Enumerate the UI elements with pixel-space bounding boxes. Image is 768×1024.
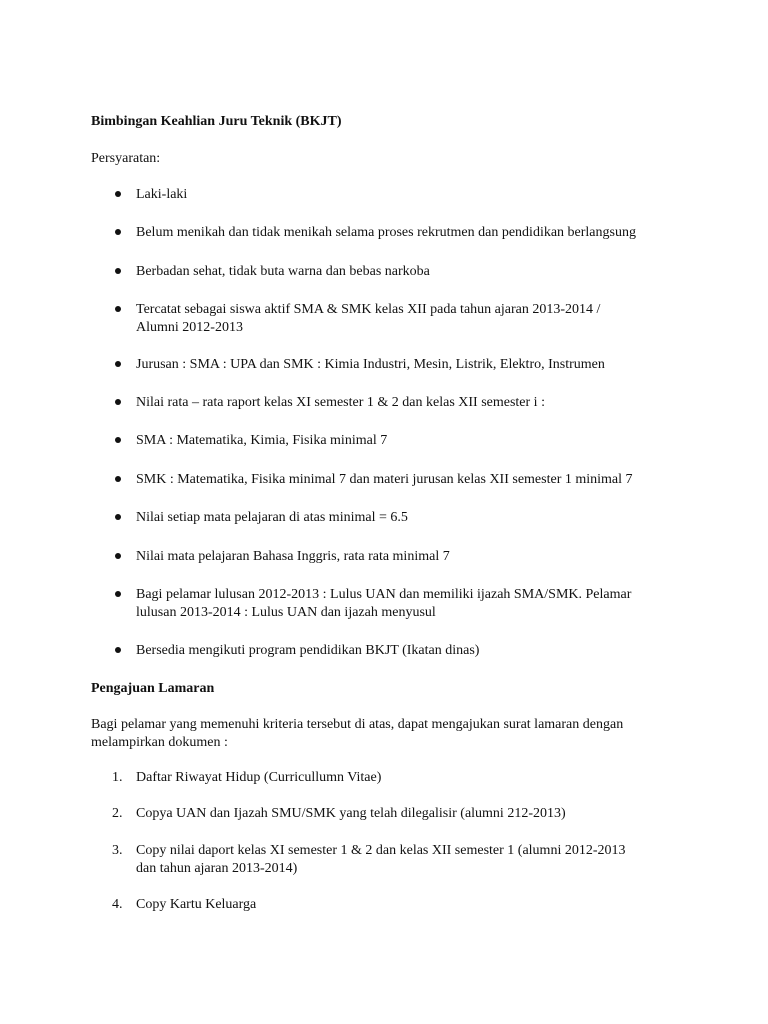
requirement-item: SMK : Matematika, Fisika minimal 7 dan materi jurusan kelas XII semester 1 minimal 7 [136,472,633,487]
document-title: Bimbingan Keahlian Juru Teknik (BKJT) [91,114,342,129]
requirement-item: Nilai rata – rata raport kelas XI semester 1 & 2 dan kelas XII semester i : [136,395,545,410]
bullet-icon [115,361,121,367]
requirement-item: Laki-laki [136,187,188,202]
application-intro: Bagi pelamar yang memenuhi kriteria tersebut di atas, dapat mengajukan surat lamaran dengan [91,717,624,732]
bullet-icon [115,647,121,653]
requirements-label: Persyaratan: [91,151,161,166]
list-number: 3. [112,843,123,858]
document-item: Copya UAN dan Ijazah SMU/SMK yang telah dilegalisir (alumni 212-2013) [136,806,566,821]
requirement-item-continuation: Alumni 2012-2013 [136,320,243,335]
bullet-icon [115,191,121,197]
bullet-icon [115,437,121,443]
requirement-item: Jurusan : SMA : UPA dan SMK : Kimia Industri, Mesin, Listrik, Elektro, Instrumen [136,357,605,372]
requirement-item: Berbadan sehat, tidak buta warna dan bebas narkoba [136,264,430,279]
application-intro-continuation: melampirkan dokumen : [91,735,228,750]
requirement-item: Nilai mata pelajaran Bahasa Inggris, rata rata minimal 7 [136,549,450,564]
requirement-item: Tercatat sebagai siswa aktif SMA & SMK kelas XII pada tahun ajaran 2013-2014 / [136,302,601,317]
requirement-item: SMA : Matematika, Kimia, Fisika minimal 7 [136,433,388,448]
requirement-item: Bagi pelamar lulusan 2012-2013 : Lulus UAN dan memiliki ijazah SMA/SMK. Pelamar [136,587,632,602]
bullet-icon [115,399,121,405]
bullet-icon [115,268,121,274]
bullet-icon [115,553,121,559]
requirement-item: Belum menikah dan tidak menikah selama proses rekrutmen dan pendidikan berlangsung [136,225,636,240]
bullet-icon [115,229,121,235]
bullet-icon [115,476,121,482]
document-item: Copy nilai daport kelas XI semester 1 & 2 dan kelas XII semester 1 (alumni 2012-2013 [136,843,626,858]
requirement-item-continuation: lulusan 2013-2014 : Lulus UAN dan ijazah menyusul [136,605,436,620]
bullet-icon [115,514,121,520]
list-number: 4. [112,897,123,912]
document-item-continuation: dan tahun ajaran 2013-2014) [136,861,298,876]
application-heading: Pengajuan Lamaran [91,681,215,696]
requirement-item: Bersedia mengikuti program pendidikan BKJT (Ikatan dinas) [136,643,480,658]
bullet-icon [115,306,121,312]
document-item: Daftar Riwayat Hidup (Curricullumn Vitae) [136,770,382,785]
list-number: 2. [112,806,123,821]
list-number: 1. [112,770,123,785]
bullet-icon [115,591,121,597]
requirement-item: Nilai setiap mata pelajaran di atas minimal = 6.5 [136,510,408,525]
document-item: Copy Kartu Keluarga [136,897,257,912]
